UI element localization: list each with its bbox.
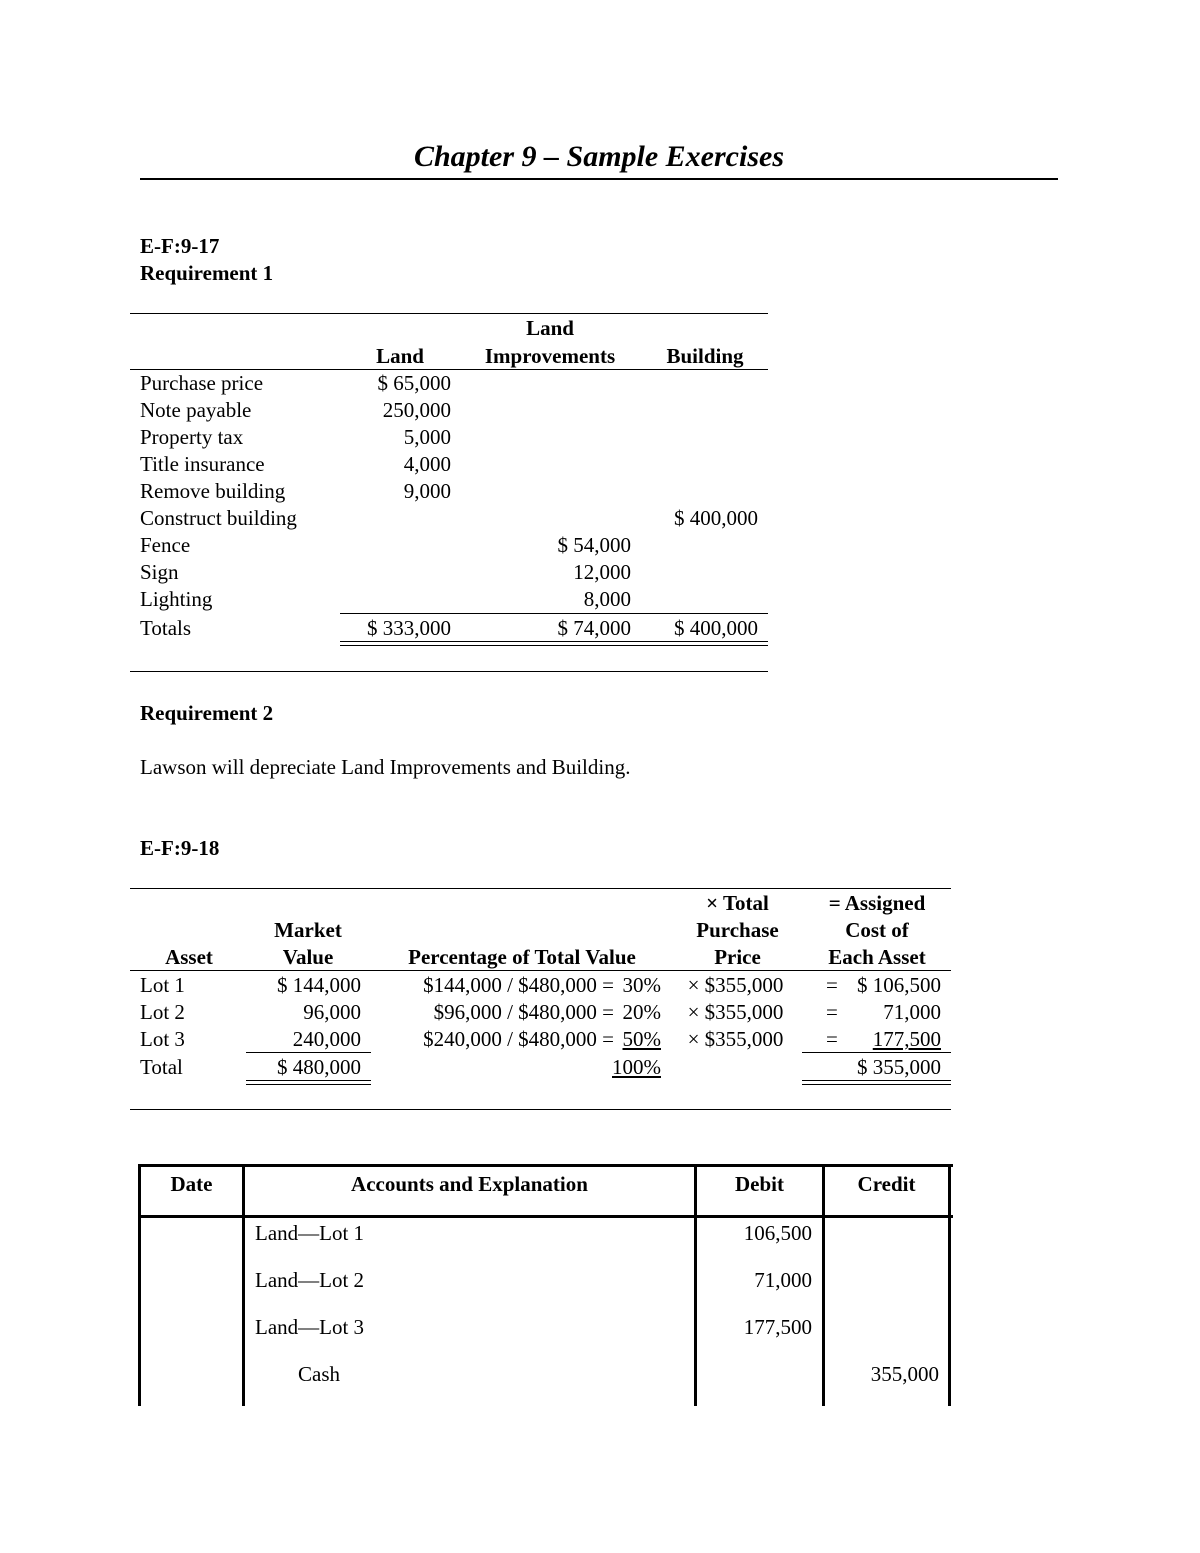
totals-building: $ 400,000 (674, 616, 758, 640)
double-rule-bottom (340, 645, 768, 646)
assigned-sum-rule (802, 1052, 951, 1053)
allocation-row-pct-calc: $240,000 / $480,000 = (423, 1027, 614, 1051)
allocation-row-market: 96,000 (303, 1000, 361, 1024)
allocation-top-rule (130, 888, 951, 889)
header-market-line1: Market (274, 918, 342, 942)
allocation-total-pct: 100% (612, 1055, 661, 1079)
requirement-1-heading: Requirement 1 (140, 261, 274, 285)
header-assigned-line3: Each Asset (828, 945, 926, 969)
journal-row-account: Land—Lot 3 (255, 1315, 365, 1339)
cost-row-label: Lighting (140, 587, 213, 611)
cost-row-label: Fence (140, 533, 191, 557)
journal-col-border (138, 1164, 141, 1406)
assigned-double-rule-top (802, 1080, 951, 1081)
header-percentage: Percentage of Total Value (408, 945, 636, 969)
journal-col-border (948, 1164, 951, 1406)
header-market-line2: Value (282, 945, 334, 969)
header-land: Land (376, 344, 424, 368)
market-double-rule-top (246, 1080, 371, 1081)
journal-header-accounts: Accounts and Explanation (351, 1172, 588, 1196)
header-total-line3: Price (714, 945, 761, 969)
cost-row-land: 250,000 (382, 398, 451, 422)
totals-improvements: $ 74,000 (557, 616, 631, 640)
header-land-improvements-line1: Land (526, 316, 574, 340)
cost-row-land: $ 65,000 (377, 371, 451, 395)
allocation-total-market: $ 480,000 (277, 1055, 361, 1079)
cost-row-label: Property tax (140, 425, 244, 449)
allocation-row-assigned: 177,500 (872, 1027, 941, 1051)
journal-row-account: Land—Lot 1 (255, 1221, 365, 1245)
page-title: Chapter 9 – Sample Exercises (413, 140, 784, 173)
cost-row-label: Title insurance (140, 452, 265, 476)
table-top-rule (130, 313, 768, 314)
cost-row-label: Purchase price (140, 371, 264, 395)
allocation-row-asset: Lot 2 (140, 1000, 185, 1024)
allocation-row-price: × $355,000 (687, 1027, 784, 1051)
cost-row-building: $ 400,000 (674, 506, 758, 530)
journal-row-account: Land—Lot 2 (255, 1268, 365, 1292)
allocation-row-market: 240,000 (292, 1027, 361, 1051)
allocation-row-asset: Lot 1 (140, 973, 185, 997)
allocation-row-equals: = (826, 973, 838, 997)
cost-row-improvements: 8,000 (583, 587, 631, 611)
header-total-line1: × Total (706, 891, 769, 915)
header-building: Building (666, 344, 744, 368)
requirement-2-heading: Requirement 2 (140, 701, 274, 725)
journal-header-credit: Credit (857, 1172, 916, 1196)
allocation-row-pct-calc: $144,000 / $480,000 = (423, 973, 614, 997)
journal-header-debit: Debit (735, 1172, 784, 1196)
cost-row-land: 5,000 (403, 425, 451, 449)
allocation-row-pct-calc: $96,000 / $480,000 = (433, 1000, 614, 1024)
header-assigned-line1: = Assigned (828, 891, 926, 915)
assigned-double-rule-bottom (802, 1084, 951, 1085)
table-bottom-rule (130, 671, 768, 672)
requirement-2-text: Lawson will depreciate Land Improvements and Building. (140, 755, 631, 779)
allocation-row-assigned: 71,000 (883, 1000, 941, 1024)
header-asset: Asset (165, 945, 213, 969)
allocation-row-market: $ 144,000 (277, 973, 361, 997)
title-rule (140, 178, 1058, 180)
totals-label: Totals (140, 616, 192, 640)
journal-row-debit: 177,500 (743, 1315, 812, 1339)
journal-header-border (138, 1215, 953, 1218)
cost-row-land: 4,000 (403, 452, 451, 476)
allocation-row-pct: 30% (622, 973, 661, 997)
allocation-row-price: × $355,000 (687, 973, 784, 997)
allocation-bottom-rule (130, 1109, 951, 1110)
cost-row-label: Note payable (140, 398, 252, 422)
header-land-improvements-line2: Improvements (484, 344, 616, 368)
allocation-total-label: Total (140, 1055, 183, 1079)
journal-row-debit: 106,500 (743, 1221, 812, 1245)
journal-row-account: Cash (298, 1362, 340, 1386)
allocation-row-asset: Lot 3 (140, 1027, 185, 1051)
allocation-header-rule (130, 970, 951, 971)
cost-row-improvements: $ 54,000 (557, 533, 631, 557)
allocation-row-price: × $355,000 (687, 1000, 784, 1024)
journal-header-date: Date (170, 1172, 213, 1196)
allocation-row-pct: 50% (622, 1027, 661, 1051)
journal-row-debit: 71,000 (754, 1268, 812, 1292)
cost-row-label: Sign (140, 560, 179, 584)
allocation-row-pct: 20% (622, 1000, 661, 1024)
allocation-row-equals: = (826, 1027, 838, 1051)
subtotal-rule (340, 613, 768, 614)
cost-row-label: Remove building (140, 479, 286, 503)
double-rule-top (340, 641, 768, 642)
allocation-row-assigned: $ 106,500 (857, 973, 941, 997)
market-sum-rule (246, 1052, 371, 1053)
header-total-line2: Purchase (696, 918, 779, 942)
journal-top-border (138, 1164, 953, 1167)
cost-row-land: 9,000 (403, 479, 451, 503)
journal-col-border (242, 1164, 245, 1406)
exercise-17-label: E-F:9-17 (140, 234, 220, 258)
exercise-18-label: E-F:9-18 (140, 836, 220, 860)
market-double-rule-bottom (246, 1084, 371, 1085)
cost-row-improvements: 12,000 (573, 560, 631, 584)
cost-row-label: Construct building (140, 506, 297, 530)
journal-row-credit: 355,000 (870, 1362, 939, 1386)
totals-land: $ 333,000 (367, 616, 451, 640)
allocation-row-equals: = (826, 1000, 838, 1024)
header-assigned-line2: Cost of (845, 918, 909, 942)
allocation-total-assigned: $ 355,000 (857, 1055, 941, 1079)
